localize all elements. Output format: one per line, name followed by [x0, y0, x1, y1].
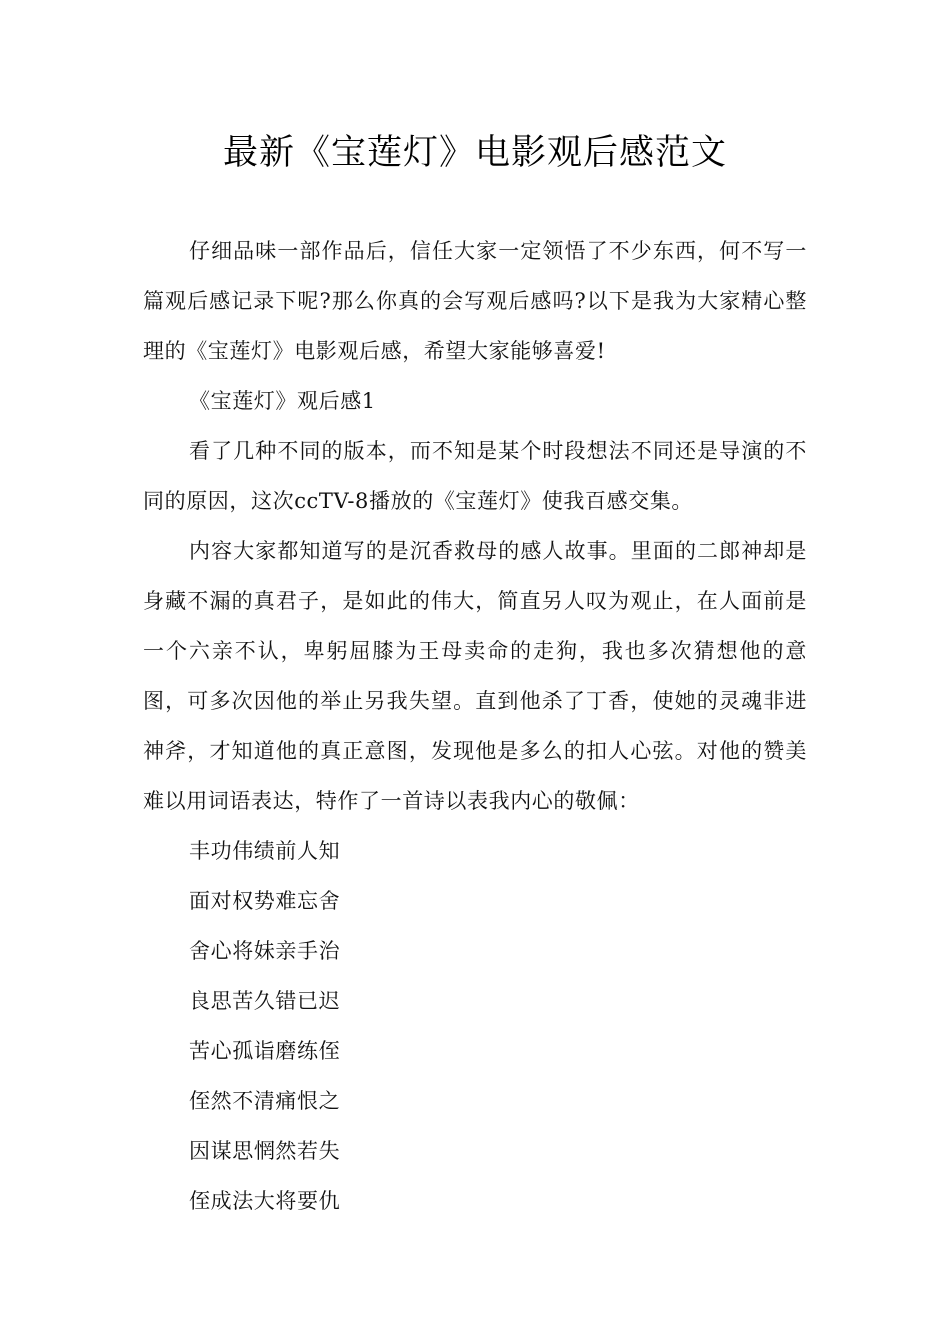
poem	[143, 826, 807, 1226]
body-paragraph-1: 看了几种不同的版本，而不知是某个时段想法不同还是导演的不同的原因，这次ccTV-8播放的《宝莲灯》使我百感交集。	[143, 439, 807, 513]
document-title: 最新《宝莲灯》电影观后感范文	[222, 133, 727, 173]
poem-line: 苦心孤诣磨练侄	[189, 1039, 341, 1063]
intro-paragraph: 仔细品味一部作品后，信任大家一定领悟了不少东西，何不写一篇观后感记录下呢?那么你真的会写观后感吗?以下是我为大家精心整理的《宝莲灯》电影观后感，希望大家能够喜爱!	[143, 239, 807, 363]
poem-line: 舍心将妹亲手治	[189, 939, 341, 963]
poem-line: 丰功伟绩前人知	[189, 839, 341, 863]
document-body	[143, 226, 807, 1226]
poem-line: 侄成法大将要仇	[189, 1189, 341, 1213]
body-paragraph-2: 内容大家都知道写的是沉香救母的感人故事。里面的二郎神却是身藏不漏的真君子，是如此的伟大，简直另人叹为观止，在人面前是一个六亲不认，卑躬屈膝为王母卖命的走狗，我也多次猜想他的意图，可多次因他的举止另我失望。直到他杀了丁香，使她的灵魂非进神斧，才知道他的真正意图，发现他是多么的扣人心弦。对他的赞美难以用词语表达，特作了一首诗以表我内心的敬佩：	[143, 539, 807, 813]
poem-line: 因谋思惘然若失	[189, 1139, 341, 1163]
poem-line: 侄然不清痛恨之	[189, 1089, 341, 1113]
poem-line: 面对权势难忘舍	[189, 889, 341, 913]
section-heading: 《宝莲灯》观后感1	[189, 389, 376, 413]
poem-line: 良思苦久错已迟	[189, 989, 341, 1013]
